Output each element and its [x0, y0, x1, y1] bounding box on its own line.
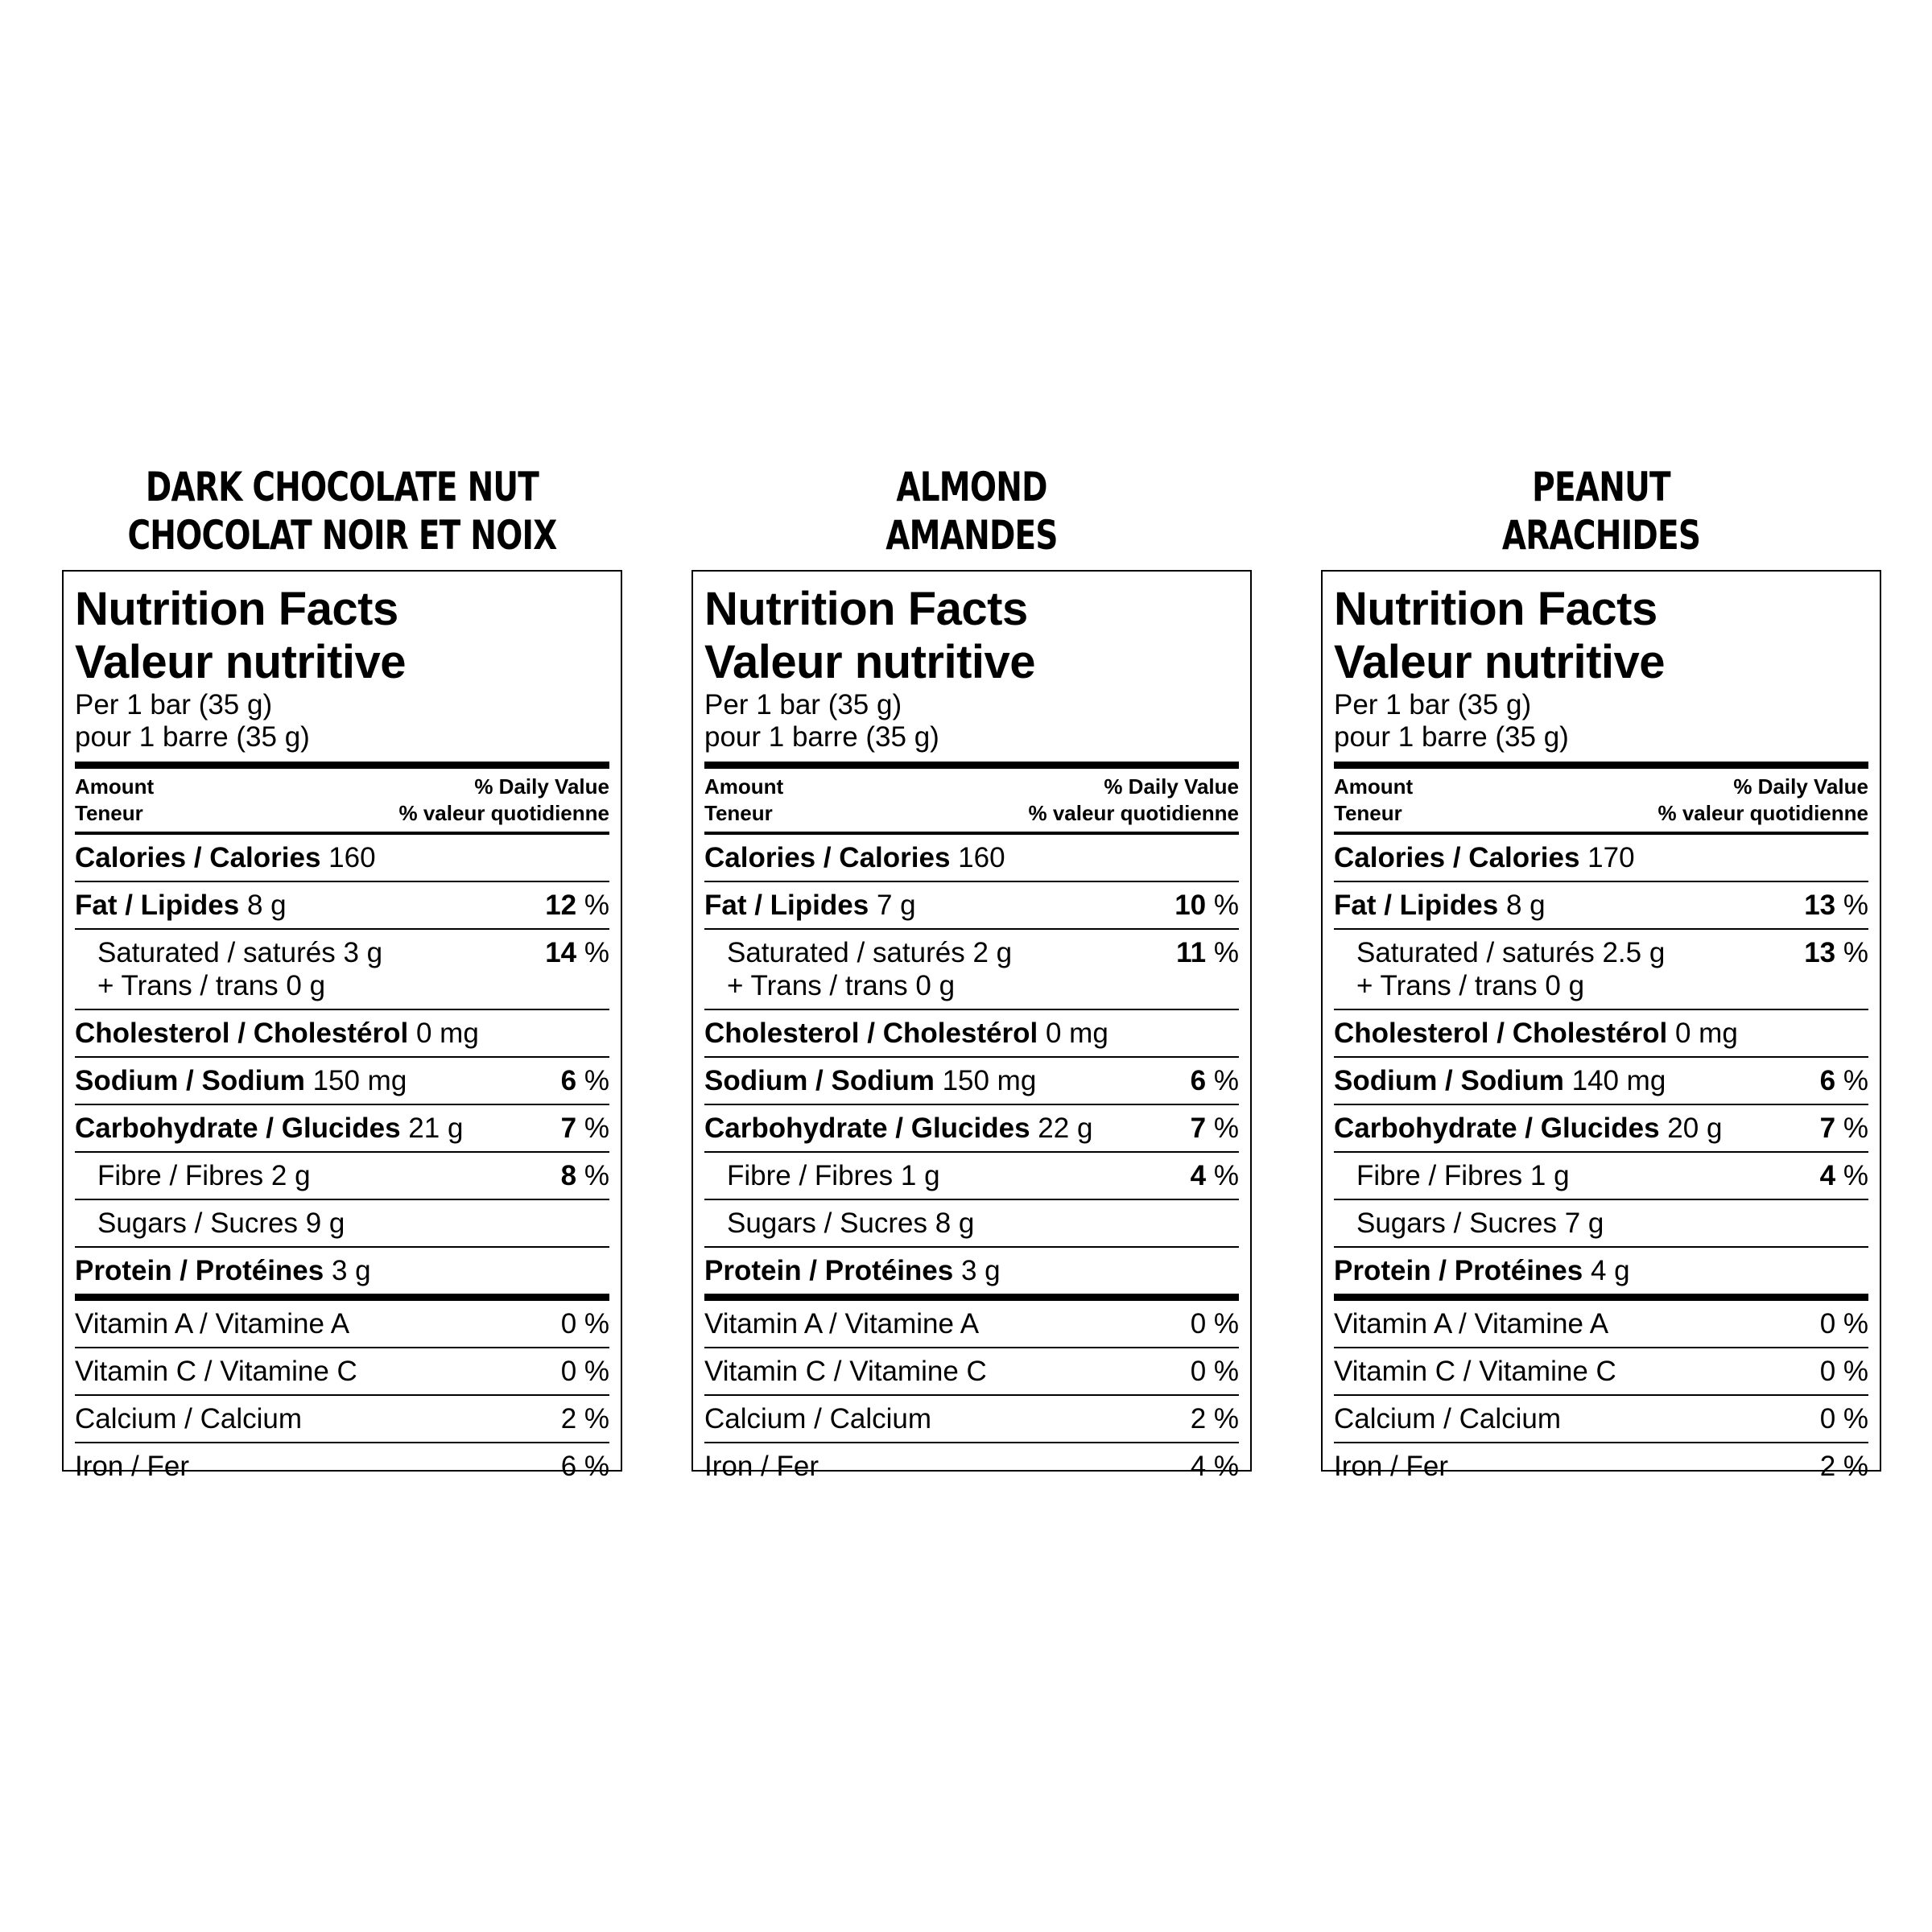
pct-sign: %: [584, 1160, 609, 1191]
vitamin-row: [75, 1301, 609, 1348]
vitamin-dv: 2 %: [1819, 1451, 1868, 1482]
fat-label: Fat / Lipides: [75, 890, 240, 921]
protein-value: 3 g: [331, 1255, 371, 1286]
protein-label: Protein / Protéines: [75, 1255, 324, 1286]
serving-size-en: Per 1 bar (35 g): [75, 689, 273, 720]
fat-row: [704, 882, 1239, 930]
vitamin-dv: 2 %: [1190, 1403, 1239, 1435]
sodium-dv: 6: [560, 1065, 577, 1096]
fibre-value: 1 g: [1530, 1160, 1570, 1191]
vitamin-dv: 2 %: [560, 1403, 609, 1435]
sugars-value: 8 g: [935, 1208, 975, 1239]
vitamin-dv: 0 %: [1819, 1356, 1868, 1387]
saturated-dv: 13: [1804, 937, 1836, 968]
nutrition-facts-title-fr: Valeur nutritive: [75, 636, 407, 688]
vitamin-label: Iron / Fer: [75, 1451, 189, 1482]
daily-value-label-en: % Daily Value: [474, 774, 609, 799]
nutrition-facts-table: [691, 570, 1252, 1482]
saturated-dv: 11: [1176, 937, 1207, 968]
cholesterol-row: [704, 1010, 1239, 1058]
sugars-value: 9 g: [305, 1208, 345, 1239]
pct-sign: %: [584, 1065, 609, 1096]
fat-row: [1334, 882, 1868, 930]
fat-label: Fat / Lipides: [1334, 890, 1499, 921]
nutrition-facts-title-fr: Valeur nutritive: [704, 636, 1036, 688]
vitamin-label: Calcium / Calcium: [1334, 1403, 1561, 1435]
vitamin-label: Iron / Fer: [704, 1451, 819, 1482]
vitamin-label: Vitamin A / Vitamine A: [1334, 1308, 1609, 1340]
nutrition-facts-title-fr: Valeur nutritive: [1334, 636, 1666, 688]
pct-sign: %: [1843, 890, 1868, 921]
product-title: [753, 459, 1191, 564]
sugars-label: Sugars / Sucres: [727, 1208, 927, 1239]
daily-value-label-fr: % valeur quotidienne: [398, 801, 609, 825]
vitamin-dv: 0 %: [560, 1356, 609, 1387]
vitamin-row: [704, 1443, 1239, 1489]
vitamin-dv: 6 %: [560, 1451, 609, 1482]
protein-label: Protein / Protéines: [704, 1255, 954, 1286]
nutrition-facts-title-en: Nutrition Facts: [1334, 583, 1657, 635]
serving-size-fr: pour 1 barre (35 g): [1334, 721, 1569, 753]
pct-sign: %: [1843, 937, 1868, 968]
fat-value: 8 g: [1505, 890, 1546, 921]
pct-sign: %: [1213, 1065, 1239, 1096]
trans-label: + Trans / trans: [1356, 970, 1538, 1001]
vitamin-row: [1334, 1443, 1868, 1489]
serving-size-fr: pour 1 barre (35 g): [704, 721, 939, 753]
fibre-row: [1334, 1153, 1868, 1200]
pct-sign: %: [1843, 1065, 1868, 1096]
calories-value: 160: [958, 842, 1005, 873]
trans-label: + Trans / trans: [97, 970, 279, 1001]
sugars-row: [1334, 1200, 1868, 1248]
fibre-dv: 4: [1819, 1160, 1836, 1191]
fat-value: 8 g: [246, 890, 287, 921]
vitamin-label: Calcium / Calcium: [704, 1403, 931, 1435]
protein-label: Protein / Protéines: [1334, 1255, 1583, 1286]
vitamin-row: [1334, 1348, 1868, 1396]
carbohydrate-label: Carbohydrate / Glucides: [704, 1113, 1030, 1144]
amount-label-en: Amount: [1334, 774, 1414, 799]
sugars-row: [704, 1200, 1239, 1248]
nutrition-facts-title-en: Nutrition Facts: [704, 583, 1028, 635]
cholesterol-row: [75, 1010, 609, 1058]
fibre-value: 1 g: [900, 1160, 940, 1191]
pct-sign: %: [1213, 1113, 1239, 1144]
carbohydrate-label: Carbohydrate / Glucides: [1334, 1113, 1660, 1144]
vitamins-list: [704, 1301, 1239, 1489]
product-title: [1383, 459, 1820, 564]
vitamin-label: Calcium / Calcium: [75, 1403, 302, 1435]
protein-value: 3 g: [960, 1255, 1001, 1286]
trans-label: + Trans / trans: [727, 970, 908, 1001]
serving-size-en: Per 1 bar (35 g): [1334, 689, 1532, 720]
nutrition-facts-table: [1321, 570, 1881, 1482]
saturated-label: Saturated / saturés: [727, 937, 965, 968]
sugars-row: [75, 1200, 609, 1248]
fat-label: Fat / Lipides: [704, 890, 869, 921]
calories-label: Calories / Calories: [75, 842, 321, 873]
calories-row: [1334, 835, 1868, 882]
nutrition-facts-title-en: Nutrition Facts: [75, 583, 398, 635]
vitamin-row: [75, 1443, 609, 1489]
sugars-label: Sugars / Sucres: [97, 1208, 298, 1239]
carbohydrate-value: 21 g: [408, 1113, 464, 1144]
vitamin-dv: 0 %: [1819, 1403, 1868, 1435]
amount-header: [704, 769, 1239, 835]
sodium-dv: 6: [1190, 1065, 1207, 1096]
saturated-value: 2 g: [972, 937, 1013, 968]
nutrition-facts-table: [62, 570, 622, 1482]
calories-value: 160: [328, 842, 376, 873]
daily-value-label-fr: % valeur quotidienne: [1657, 801, 1868, 825]
carbohydrate-label: Carbohydrate / Glucides: [75, 1113, 401, 1144]
daily-value-label-en: % Daily Value: [1733, 774, 1868, 799]
sodium-row: [704, 1058, 1239, 1105]
carbohydrate-row: [75, 1105, 609, 1153]
vitamin-label: Vitamin C / Vitamine C: [704, 1356, 987, 1387]
saturated-dv: 14: [545, 937, 577, 968]
vitamin-row: [704, 1396, 1239, 1443]
fat-value: 7 g: [876, 890, 916, 921]
sodium-row: [75, 1058, 609, 1105]
cholesterol-row: [1334, 1010, 1868, 1058]
protein-row: [75, 1248, 609, 1301]
product-name-en: PEANUT: [1532, 464, 1670, 510]
sodium-value: 150 mg: [942, 1065, 1037, 1096]
sugars-value: 7 g: [1564, 1208, 1604, 1239]
pct-sign: %: [584, 890, 609, 921]
nutrition-panel-almond: [691, 459, 1252, 1482]
trans-value: 0 g: [1545, 970, 1585, 1001]
cholesterol-label: Cholesterol / Cholestérol: [1334, 1018, 1668, 1049]
pct-sign: %: [1213, 1160, 1239, 1191]
vitamin-dv: 0 %: [1819, 1308, 1868, 1340]
trans-value: 0 g: [286, 970, 326, 1001]
vitamin-dv: 0 %: [1190, 1308, 1239, 1340]
vitamin-label: Vitamin C / Vitamine C: [75, 1356, 357, 1387]
amount-label-en: Amount: [75, 774, 155, 799]
nutrition-panel-peanut: [1321, 459, 1881, 1482]
saturated-value: 3 g: [343, 937, 383, 968]
vitamins-list: [1334, 1301, 1868, 1489]
calories-row: [704, 835, 1239, 882]
cholesterol-label: Cholesterol / Cholestérol: [704, 1018, 1038, 1049]
daily-value-label-fr: % valeur quotidienne: [1028, 801, 1239, 825]
fat-dv: 10: [1174, 890, 1207, 921]
amount-label-fr: Teneur: [1334, 801, 1402, 825]
vitamins-list: [75, 1301, 609, 1489]
serving-size-en: Per 1 bar (35 g): [704, 689, 902, 720]
amount-header: [75, 769, 609, 835]
label-header: [1334, 583, 1868, 769]
protein-row: [704, 1248, 1239, 1301]
vitamin-dv: 0 %: [560, 1308, 609, 1340]
carbohydrate-row: [704, 1105, 1239, 1153]
product-name-fr: CHOCOLAT NOIR ET NOIX: [127, 512, 557, 559]
sodium-value: 150 mg: [312, 1065, 407, 1096]
sodium-label: Sodium / Sodium: [75, 1065, 305, 1096]
vitamin-row: [704, 1348, 1239, 1396]
pct-sign: %: [1843, 1160, 1868, 1191]
product-name-fr: ARACHIDES: [1501, 512, 1701, 559]
vitamin-label: Vitamin A / Vitamine A: [75, 1308, 350, 1340]
protein-row: [1334, 1248, 1868, 1301]
fat-dv: 12: [545, 890, 577, 921]
sugars-label: Sugars / Sucres: [1356, 1208, 1557, 1239]
sodium-label: Sodium / Sodium: [1334, 1065, 1564, 1096]
sodium-value: 140 mg: [1571, 1065, 1666, 1096]
nutrition-panel-dark-chocolate-nut: [62, 459, 622, 1482]
vitamin-row: [75, 1396, 609, 1443]
pct-sign: %: [1843, 1113, 1868, 1144]
vitamin-label: Iron / Fer: [1334, 1451, 1448, 1482]
carbohydrate-row: [1334, 1105, 1868, 1153]
product-name-en: DARK CHOCOLATE NUT: [145, 464, 539, 510]
calories-value: 170: [1587, 842, 1635, 873]
fibre-row: [704, 1153, 1239, 1200]
fibre-dv: 8: [560, 1160, 577, 1191]
vitamin-row: [1334, 1396, 1868, 1443]
vitamin-row: [1334, 1301, 1868, 1348]
vitamin-dv: 4 %: [1190, 1451, 1239, 1482]
fibre-label: Fibre / Fibres: [1356, 1160, 1523, 1191]
sodium-row: [1334, 1058, 1868, 1105]
product-name-en: ALMOND: [896, 464, 1047, 510]
amount-label-en: Amount: [704, 774, 784, 799]
fat-dv: 13: [1804, 890, 1836, 921]
cholesterol-label: Cholesterol / Cholestérol: [75, 1018, 409, 1049]
calories-row: [75, 835, 609, 882]
vitamin-row: [704, 1301, 1239, 1348]
daily-value-label-en: % Daily Value: [1104, 774, 1239, 799]
fibre-label: Fibre / Fibres: [97, 1160, 264, 1191]
sodium-label: Sodium / Sodium: [704, 1065, 935, 1096]
serving-size-fr: pour 1 barre (35 g): [75, 721, 310, 753]
fibre-value: 2 g: [270, 1160, 311, 1191]
vitamin-row: [75, 1348, 609, 1396]
saturated-trans-row: [75, 930, 609, 1010]
pct-sign: %: [584, 937, 609, 968]
fat-row: [75, 882, 609, 930]
saturated-label: Saturated / saturés: [1356, 937, 1595, 968]
carbohydrate-dv: 7: [1190, 1113, 1207, 1144]
vitamin-dv: 0 %: [1190, 1356, 1239, 1387]
amount-label-fr: Teneur: [75, 801, 143, 825]
saturated-value: 2.5 g: [1602, 937, 1666, 968]
sodium-dv: 6: [1819, 1065, 1836, 1096]
cholesterol-value: 0 mg: [1674, 1018, 1738, 1049]
saturated-trans-row: [1334, 930, 1868, 1010]
carbohydrate-value: 22 g: [1038, 1113, 1093, 1144]
product-name-fr: AMANDES: [886, 512, 1058, 559]
trans-value: 0 g: [915, 970, 956, 1001]
saturated-trans-row: [704, 930, 1239, 1010]
pct-sign: %: [1213, 937, 1239, 968]
fibre-dv: 4: [1190, 1160, 1207, 1191]
fibre-label: Fibre / Fibres: [727, 1160, 894, 1191]
label-header: [704, 583, 1239, 769]
calories-label: Calories / Calories: [704, 842, 951, 873]
protein-value: 4 g: [1590, 1255, 1630, 1286]
pct-sign: %: [584, 1113, 609, 1144]
amount-label-fr: Teneur: [704, 801, 773, 825]
saturated-label: Saturated / saturés: [97, 937, 336, 968]
product-title: [124, 459, 561, 564]
amount-header: [1334, 769, 1868, 835]
cholesterol-value: 0 mg: [1045, 1018, 1108, 1049]
calories-label: Calories / Calories: [1334, 842, 1580, 873]
fibre-row: [75, 1153, 609, 1200]
vitamin-label: Vitamin C / Vitamine C: [1334, 1356, 1616, 1387]
vitamin-label: Vitamin A / Vitamine A: [704, 1308, 980, 1340]
pct-sign: %: [1213, 890, 1239, 921]
carbohydrate-dv: 7: [560, 1113, 577, 1144]
cholesterol-value: 0 mg: [415, 1018, 479, 1049]
label-header: [75, 583, 609, 769]
carbohydrate-value: 20 g: [1667, 1113, 1723, 1144]
carbohydrate-dv: 7: [1819, 1113, 1836, 1144]
